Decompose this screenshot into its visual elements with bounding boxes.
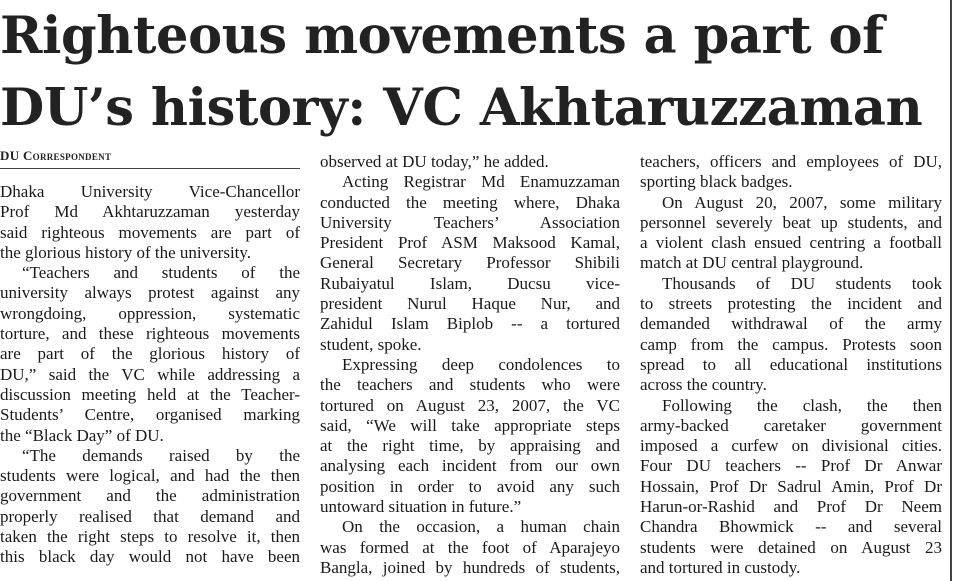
article-text-line: conducted the meeting where, Dhaka [320, 192, 620, 212]
article-text-line: On the occasion, a human chain [342, 517, 620, 537]
article-text-line: Prof Md Akhtaruzzaman yesterday [0, 202, 300, 222]
article-text-line: Students’ Centre, organised marking [0, 405, 300, 425]
article-text-line: at the right time, by appraising and [320, 436, 620, 456]
article-text-line: sporting black badges. [640, 172, 793, 192]
article-text-line: On August 20, 2007, some military [662, 192, 942, 212]
article-text-line: position in order to avoid any such [320, 476, 620, 496]
article-text-line: camp from the campus. Protests soon [640, 334, 942, 354]
article-text-line: Harun-or-Rashid and Prof Dr Neem [640, 497, 942, 517]
headline-line: DU’s history: VC Akhtaruzzaman [0, 78, 923, 138]
article-text-line: Chandra Bhowmick -- and several [640, 517, 942, 537]
article-text-line: Bangla, joined by hundreds of students, [320, 557, 620, 577]
article-column-3 [640, 152, 942, 578]
article-text-line: Hossain, Prof Dr Sadrul Amin, Prof Dr [640, 476, 942, 496]
article-text-line: and tortured in custody. [640, 557, 801, 577]
article-text-line: Rubaiyatul Islam, Ducsu vice- [320, 273, 620, 293]
article-text-line: university always protest against any [0, 283, 300, 303]
article-text-line: imposed a curfew on divisional cities. [640, 436, 942, 456]
article-text-line: government and the administration [0, 486, 300, 506]
article-text-line: Acting Registrar Md Enamuzzaman [342, 172, 620, 192]
article-text-line: President Prof ASM Maksood Kamal, [320, 233, 620, 253]
article-text-line: president Nurul Haque Nur, and [320, 294, 620, 314]
article-text-line: student, spoke. [320, 334, 422, 354]
article-text-line: “Teachers and students of the [22, 263, 300, 283]
article-text-line: demanded withdrawal of the army [640, 314, 942, 334]
article-text-line: spread to all educational institutions [640, 354, 942, 374]
article-text-line: was formed at the foot of Aparajeyo [320, 537, 620, 557]
article-text-line: properly realised that demand and [0, 506, 300, 526]
article-text-line: General Secretary Professor Shibili [320, 253, 620, 273]
article-text-line: Expressing deep condolences to [342, 354, 620, 374]
headline [0, 0, 945, 144]
byline-role: Correspondent [22, 148, 112, 163]
byline-prefix: DU [0, 148, 20, 163]
article-text-line: the glorious history of the university. [0, 242, 252, 262]
article-text-line: students were logical, and had the then [0, 466, 300, 486]
article-text-line: DU,” said the VC while addressing a [0, 364, 300, 384]
article-text-line: said, “We will take appropriate steps [320, 415, 620, 435]
article-text-line: torture, and these righteous movements [0, 324, 300, 344]
article-text-line: students were detained on August 23 [640, 537, 942, 557]
byline-rule [0, 168, 300, 169]
column-rule [950, 0, 952, 581]
article-text-line: said righteous movements are part of [0, 222, 300, 242]
article-text-line: to streets protesting the incident and [640, 294, 942, 314]
article-text-line: University Teachers’ Association [320, 212, 620, 232]
article-text-line: Thousands of DU students took [662, 273, 942, 293]
article-text-line: analysing each incident from our own [320, 456, 620, 476]
article-text-line: wrongdoing, oppression, systematic [0, 303, 300, 323]
article-text-line: tortured on August 23, 2007, the VC [320, 395, 620, 415]
article-text-line: observed at DU today,” he added. [320, 152, 549, 171]
article-text-line: Dhaka University Vice-Chancellor [0, 182, 300, 201]
article-text-line: match at DU central playground. [640, 253, 864, 273]
article-text-line: army-backed caretaker government [640, 415, 942, 435]
article-column-1 [0, 182, 300, 568]
article-text-line: Four DU teachers -- Prof Dr Anwar [640, 456, 942, 476]
byline [0, 148, 111, 164]
article-text-line: this black day would not have been [0, 547, 300, 567]
article-text-line: Following the clash, the then [662, 395, 942, 415]
article-text-line: discussion meeting held at the Teacher- [0, 384, 300, 404]
article-text-line: across the country. [640, 375, 767, 395]
article-text-line: Zahidul Islam Biplob -- a tortured [320, 314, 620, 334]
article-text-line: the “Black Day” of DU. [0, 425, 164, 445]
article-text-line: taken the right steps to resolve it, then [0, 527, 300, 547]
headline-line: Righteous movements a part of [0, 6, 884, 66]
article-text-line: are part of the glorious history of [0, 344, 300, 364]
article-text-line: personnel severely beat up students, and [640, 212, 942, 232]
article-text-line: a violent clash ensued centring a football [640, 233, 942, 253]
article-text-line: the teachers and students who were [320, 375, 620, 395]
article-column-2 [320, 152, 620, 578]
article-text-line: untoward situation in future.” [320, 497, 522, 517]
article-text-line: “The demands raised by the [22, 445, 300, 465]
article-text-line: teachers, officers and employees of DU, [640, 152, 942, 171]
